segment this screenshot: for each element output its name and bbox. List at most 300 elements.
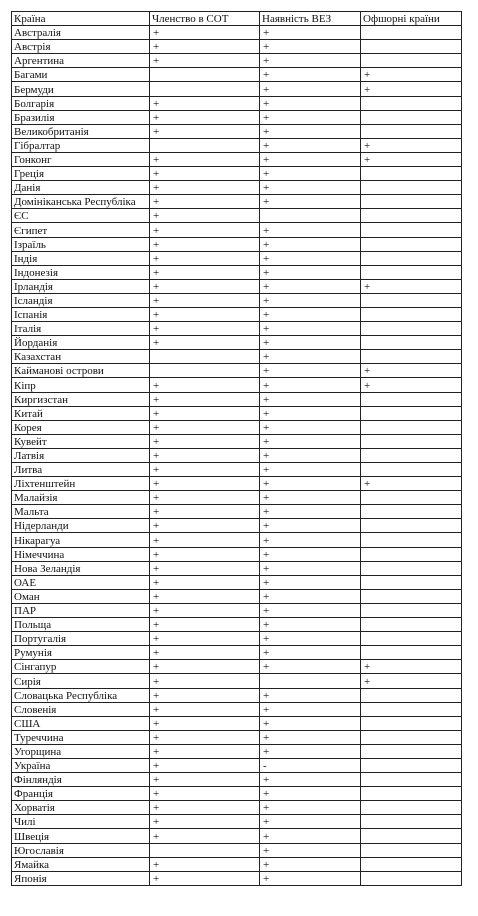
offshore-cell xyxy=(361,293,462,307)
wto-cell: + xyxy=(150,293,260,307)
country-cell: Швеція xyxy=(12,829,150,843)
country-cell: Нікарагуа xyxy=(12,533,150,547)
fez-cell: + xyxy=(260,871,361,885)
offshore-cell xyxy=(361,181,462,195)
fez-cell: + xyxy=(260,392,361,406)
country-cell: Югославія xyxy=(12,843,150,857)
offshore-cell xyxy=(361,40,462,54)
wto-cell: + xyxy=(150,674,260,688)
fez-cell: + xyxy=(260,589,361,603)
table-row xyxy=(12,420,462,434)
wto-cell: + xyxy=(150,336,260,350)
wto-cell: + xyxy=(150,251,260,265)
offshore-cell xyxy=(361,688,462,702)
wto-cell: + xyxy=(150,632,260,646)
offshore-cell xyxy=(361,223,462,237)
table-row xyxy=(12,448,462,462)
table-row xyxy=(12,195,462,209)
table-row xyxy=(12,392,462,406)
table-row xyxy=(12,406,462,420)
table-row xyxy=(12,96,462,110)
wto-cell: + xyxy=(150,871,260,885)
table-row xyxy=(12,674,462,688)
wto-cell: + xyxy=(150,181,260,195)
fez-cell: + xyxy=(260,237,361,251)
wto-cell: + xyxy=(150,547,260,561)
country-cell: Оман xyxy=(12,589,150,603)
country-cell: Румунія xyxy=(12,646,150,660)
offshore-cell xyxy=(361,406,462,420)
wto-cell: + xyxy=(150,815,260,829)
offshore-cell xyxy=(361,209,462,223)
offshore-cell xyxy=(361,787,462,801)
offshore-cell xyxy=(361,561,462,575)
country-cell: Чилі xyxy=(12,815,150,829)
offshore-cell xyxy=(361,167,462,181)
wto-cell: + xyxy=(150,857,260,871)
country-cell: Ямайка xyxy=(12,857,150,871)
offshore-cell xyxy=(361,124,462,138)
fez-cell: + xyxy=(260,110,361,124)
country-cell: Гонконг xyxy=(12,152,150,166)
table-row xyxy=(12,378,462,392)
offshore-cell xyxy=(361,801,462,815)
country-cell: Ірландія xyxy=(12,279,150,293)
offshore-cell: + xyxy=(361,279,462,293)
fez-cell: + xyxy=(260,773,361,787)
wto-cell: + xyxy=(150,646,260,660)
country-cell: Індонезія xyxy=(12,265,150,279)
table-row xyxy=(12,716,462,730)
offshore-cell xyxy=(361,815,462,829)
fez-cell: + xyxy=(260,716,361,730)
country-cell: Кувейт xyxy=(12,434,150,448)
country-cell: Угорщина xyxy=(12,744,150,758)
offshore-cell xyxy=(361,702,462,716)
fez-cell: + xyxy=(260,350,361,364)
table-row xyxy=(12,533,462,547)
country-cell: Ліхтенштейн xyxy=(12,477,150,491)
table-row xyxy=(12,829,462,843)
offshore-cell xyxy=(361,829,462,843)
country-cell: Великобританія xyxy=(12,124,150,138)
fez-cell xyxy=(260,209,361,223)
country-cell: Киргизстан xyxy=(12,392,150,406)
offshore-cell xyxy=(361,716,462,730)
header-fez: Наявність ВЕЗ xyxy=(260,12,361,26)
fez-cell: + xyxy=(260,251,361,265)
offshore-cell xyxy=(361,603,462,617)
country-cell: Сінгапур xyxy=(12,660,150,674)
country-cell: Данія xyxy=(12,181,150,195)
fez-cell: + xyxy=(260,857,361,871)
wto-cell: + xyxy=(150,801,260,815)
country-cell: Корея xyxy=(12,420,150,434)
country-cell: Індія xyxy=(12,251,150,265)
wto-cell: + xyxy=(150,40,260,54)
table-row xyxy=(12,857,462,871)
fez-cell: + xyxy=(260,660,361,674)
country-cell: Єгипет xyxy=(12,223,150,237)
country-cell: Бермуди xyxy=(12,82,150,96)
header-wto-membership: Членство в СОТ xyxy=(150,12,260,26)
offshore-cell xyxy=(361,519,462,533)
fez-cell: + xyxy=(260,646,361,660)
fez-cell: + xyxy=(260,96,361,110)
offshore-cell xyxy=(361,618,462,632)
wto-cell xyxy=(150,138,260,152)
country-cell: Аргентина xyxy=(12,54,150,68)
wto-cell: + xyxy=(150,152,260,166)
table-row xyxy=(12,660,462,674)
wto-cell: + xyxy=(150,307,260,321)
country-cell: Багами xyxy=(12,68,150,82)
offshore-cell xyxy=(361,237,462,251)
country-cell: Австрія xyxy=(12,40,150,54)
country-cell: Сирія xyxy=(12,674,150,688)
wto-cell: + xyxy=(150,618,260,632)
table-row xyxy=(12,307,462,321)
wto-cell: + xyxy=(150,124,260,138)
wto-cell xyxy=(150,364,260,378)
country-cell: Малайзія xyxy=(12,491,150,505)
fez-cell: + xyxy=(260,688,361,702)
table-body xyxy=(12,26,462,886)
table-row xyxy=(12,40,462,54)
fez-cell: + xyxy=(260,152,361,166)
table-row xyxy=(12,434,462,448)
offshore-cell xyxy=(361,96,462,110)
fez-cell: + xyxy=(260,463,361,477)
offshore-cell xyxy=(361,26,462,40)
wto-cell: + xyxy=(150,744,260,758)
wto-cell: + xyxy=(150,54,260,68)
table-row xyxy=(12,787,462,801)
table-row xyxy=(12,26,462,40)
fez-cell: + xyxy=(260,702,361,716)
fez-cell: + xyxy=(260,434,361,448)
offshore-cell xyxy=(361,350,462,364)
fez-cell: + xyxy=(260,265,361,279)
wto-cell: + xyxy=(150,110,260,124)
offshore-cell xyxy=(361,575,462,589)
offshore-cell: + xyxy=(361,477,462,491)
header-offshore: Офшорні країни xyxy=(361,12,462,26)
country-cell: Україна xyxy=(12,758,150,772)
country-cell: Австралія xyxy=(12,26,150,40)
wto-cell: + xyxy=(150,265,260,279)
table-row xyxy=(12,505,462,519)
fez-cell: - xyxy=(260,758,361,772)
country-cell: Китай xyxy=(12,406,150,420)
wto-cell: + xyxy=(150,561,260,575)
table-row xyxy=(12,589,462,603)
table-row xyxy=(12,322,462,336)
wto-cell: + xyxy=(150,660,260,674)
offshore-cell xyxy=(361,322,462,336)
offshore-cell xyxy=(361,251,462,265)
table-row xyxy=(12,801,462,815)
header-row xyxy=(12,12,462,26)
offshore-cell: + xyxy=(361,674,462,688)
table-row xyxy=(12,603,462,617)
fez-cell: + xyxy=(260,124,361,138)
table-row xyxy=(12,575,462,589)
wto-cell: + xyxy=(150,322,260,336)
offshore-cell xyxy=(361,463,462,477)
table-row xyxy=(12,646,462,660)
fez-cell: + xyxy=(260,618,361,632)
fez-cell: + xyxy=(260,491,361,505)
table-row xyxy=(12,181,462,195)
country-cell: Франція xyxy=(12,787,150,801)
table-row xyxy=(12,110,462,124)
wto-cell: + xyxy=(150,223,260,237)
fez-cell: + xyxy=(260,744,361,758)
wto-cell xyxy=(150,350,260,364)
offshore-cell xyxy=(361,632,462,646)
table-row xyxy=(12,730,462,744)
offshore-cell: + xyxy=(361,138,462,152)
country-cell: ОАЕ xyxy=(12,575,150,589)
fez-cell: + xyxy=(260,322,361,336)
country-cell: Іспанія xyxy=(12,307,150,321)
wto-cell: + xyxy=(150,195,260,209)
table-row xyxy=(12,237,462,251)
fez-cell: + xyxy=(260,336,361,350)
fez-cell: + xyxy=(260,195,361,209)
country-cell: Казахстан xyxy=(12,350,150,364)
offshore-cell: + xyxy=(361,152,462,166)
offshore-cell xyxy=(361,336,462,350)
fez-cell: + xyxy=(260,505,361,519)
wto-cell: + xyxy=(150,603,260,617)
fez-cell: + xyxy=(260,843,361,857)
offshore-cell xyxy=(361,307,462,321)
country-cell: ПАР xyxy=(12,603,150,617)
wto-cell: + xyxy=(150,209,260,223)
table-row xyxy=(12,364,462,378)
fez-cell: + xyxy=(260,181,361,195)
offshore-cell xyxy=(361,491,462,505)
country-cell: Кайманові острови xyxy=(12,364,150,378)
fez-cell: + xyxy=(260,364,361,378)
table-row xyxy=(12,688,462,702)
offshore-cell xyxy=(361,420,462,434)
wto-cell xyxy=(150,68,260,82)
fez-cell: + xyxy=(260,815,361,829)
fez-cell: + xyxy=(260,40,361,54)
wto-cell: + xyxy=(150,491,260,505)
fez-cell: + xyxy=(260,730,361,744)
table-row xyxy=(12,744,462,758)
fez-cell: + xyxy=(260,378,361,392)
fez-cell: + xyxy=(260,477,361,491)
fez-cell: + xyxy=(260,632,361,646)
country-cell: Словенія xyxy=(12,702,150,716)
country-cell: Ізраїль xyxy=(12,237,150,251)
table-row xyxy=(12,773,462,787)
table-row xyxy=(12,279,462,293)
country-cell: Японія xyxy=(12,871,150,885)
wto-cell xyxy=(150,82,260,96)
table-row xyxy=(12,632,462,646)
table-row xyxy=(12,82,462,96)
offshore-cell xyxy=(361,871,462,885)
fez-cell: + xyxy=(260,82,361,96)
table-row xyxy=(12,223,462,237)
wto-cell: + xyxy=(150,26,260,40)
table-row xyxy=(12,209,462,223)
fez-cell: + xyxy=(260,167,361,181)
offshore-cell: + xyxy=(361,364,462,378)
wto-cell: + xyxy=(150,434,260,448)
country-cell: Греція xyxy=(12,167,150,181)
country-cell: Ісландія xyxy=(12,293,150,307)
table-row xyxy=(12,618,462,632)
offshore-cell xyxy=(361,110,462,124)
wto-cell: + xyxy=(150,448,260,462)
wto-cell: + xyxy=(150,406,260,420)
offshore-cell xyxy=(361,646,462,660)
table-row xyxy=(12,815,462,829)
offshore-cell xyxy=(361,730,462,744)
country-cell: Латвія xyxy=(12,448,150,462)
fez-cell: + xyxy=(260,519,361,533)
table-row xyxy=(12,702,462,716)
table-row xyxy=(12,251,462,265)
fez-cell: + xyxy=(260,533,361,547)
wto-cell: + xyxy=(150,716,260,730)
table-row xyxy=(12,463,462,477)
table-row xyxy=(12,152,462,166)
offshore-cell xyxy=(361,758,462,772)
wto-cell: + xyxy=(150,730,260,744)
table-row xyxy=(12,265,462,279)
table-row xyxy=(12,124,462,138)
header-country: Країна xyxy=(12,12,150,26)
country-cell: Нідерланди xyxy=(12,519,150,533)
country-cell: Німеччина xyxy=(12,547,150,561)
fez-cell: + xyxy=(260,420,361,434)
table-row xyxy=(12,547,462,561)
offshore-cell: + xyxy=(361,82,462,96)
country-cell: США xyxy=(12,716,150,730)
wto-cell xyxy=(150,843,260,857)
offshore-cell: + xyxy=(361,660,462,674)
fez-cell: + xyxy=(260,575,361,589)
table-row xyxy=(12,561,462,575)
offshore-cell xyxy=(361,533,462,547)
wto-cell: + xyxy=(150,477,260,491)
wto-cell: + xyxy=(150,702,260,716)
country-cell: Італія xyxy=(12,322,150,336)
offshore-cell xyxy=(361,54,462,68)
table-row xyxy=(12,68,462,82)
country-cell: Болгарія xyxy=(12,96,150,110)
fez-cell: + xyxy=(260,561,361,575)
wto-cell: + xyxy=(150,378,260,392)
country-cell: Йорданія xyxy=(12,336,150,350)
table-row xyxy=(12,758,462,772)
wto-cell: + xyxy=(150,392,260,406)
wto-cell: + xyxy=(150,589,260,603)
wto-cell: + xyxy=(150,96,260,110)
offshore-cell xyxy=(361,589,462,603)
offshore-cell xyxy=(361,434,462,448)
fez-cell: + xyxy=(260,801,361,815)
offshore-cell xyxy=(361,843,462,857)
wto-cell: + xyxy=(150,519,260,533)
wto-cell: + xyxy=(150,773,260,787)
fez-cell: + xyxy=(260,293,361,307)
fez-cell: + xyxy=(260,307,361,321)
country-cell: Кіпр xyxy=(12,378,150,392)
country-cell: Литва xyxy=(12,463,150,477)
country-cell: Бразилія xyxy=(12,110,150,124)
fez-cell: + xyxy=(260,223,361,237)
wto-cell: + xyxy=(150,279,260,293)
table-row xyxy=(12,293,462,307)
wto-cell: + xyxy=(150,463,260,477)
country-cell: Польща xyxy=(12,618,150,632)
country-cell: Португалія xyxy=(12,632,150,646)
wto-cell: + xyxy=(150,758,260,772)
offshore-cell xyxy=(361,392,462,406)
offshore-cell xyxy=(361,448,462,462)
offshore-cell xyxy=(361,773,462,787)
offshore-cell xyxy=(361,547,462,561)
wto-cell: + xyxy=(150,533,260,547)
table-row xyxy=(12,138,462,152)
country-cell: Гібралтар xyxy=(12,138,150,152)
offshore-cell: + xyxy=(361,378,462,392)
offshore-cell xyxy=(361,744,462,758)
table-row xyxy=(12,477,462,491)
country-cell: Мальта xyxy=(12,505,150,519)
table-row xyxy=(12,350,462,364)
offshore-cell xyxy=(361,195,462,209)
fez-cell: + xyxy=(260,26,361,40)
country-cell: Словацька Республіка xyxy=(12,688,150,702)
country-cell: Хорватія xyxy=(12,801,150,815)
fez-cell: + xyxy=(260,448,361,462)
wto-cell: + xyxy=(150,829,260,843)
offshore-cell xyxy=(361,857,462,871)
fez-cell: + xyxy=(260,547,361,561)
fez-cell: + xyxy=(260,787,361,801)
country-cell: Нова Зеландія xyxy=(12,561,150,575)
country-table xyxy=(11,11,462,886)
fez-cell: + xyxy=(260,138,361,152)
fez-cell xyxy=(260,674,361,688)
country-cell: Туреччина xyxy=(12,730,150,744)
table-row xyxy=(12,519,462,533)
wto-cell: + xyxy=(150,420,260,434)
table-row xyxy=(12,54,462,68)
fez-cell: + xyxy=(260,603,361,617)
fez-cell: + xyxy=(260,829,361,843)
wto-cell: + xyxy=(150,505,260,519)
offshore-cell: + xyxy=(361,68,462,82)
wto-cell: + xyxy=(150,787,260,801)
offshore-cell xyxy=(361,265,462,279)
fez-cell: + xyxy=(260,68,361,82)
wto-cell: + xyxy=(150,575,260,589)
wto-cell: + xyxy=(150,237,260,251)
offshore-cell xyxy=(361,505,462,519)
fez-cell: + xyxy=(260,54,361,68)
